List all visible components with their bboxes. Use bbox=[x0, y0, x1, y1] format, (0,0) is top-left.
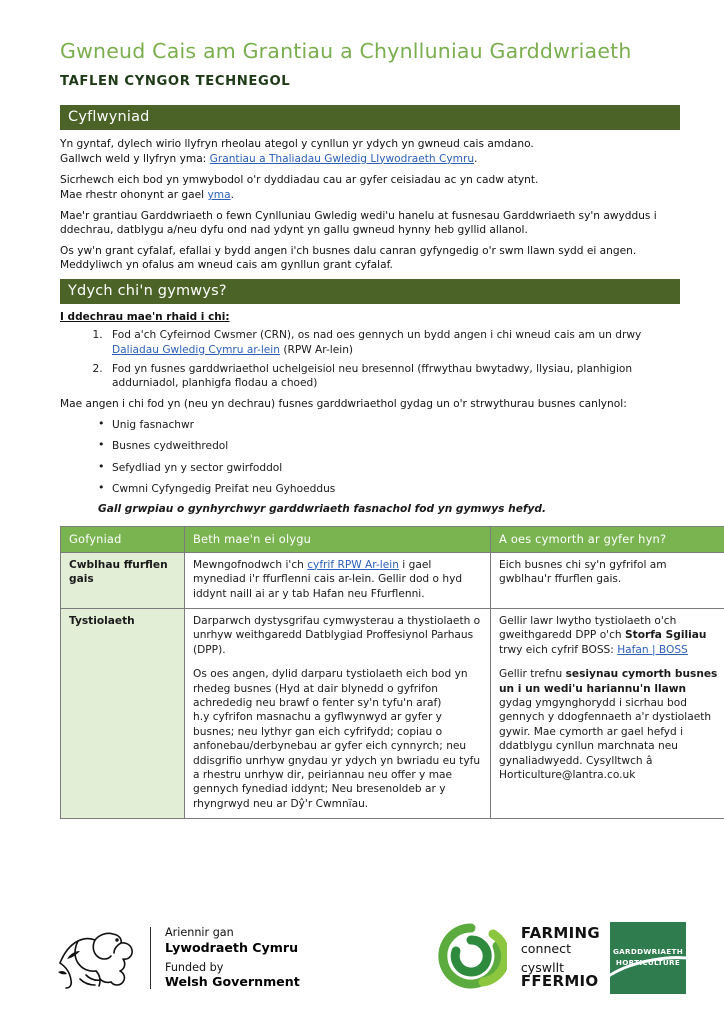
intro-line-4 bbox=[60, 188, 680, 202]
section-heading-cyflwyniad: Cyflwyniad bbox=[60, 105, 680, 130]
cell-help-row-2-p1-mid: trwy eich cyfrif BOSS: bbox=[499, 643, 614, 656]
fc-line-connect: connect bbox=[520, 940, 572, 956]
list-item: • Sefydliad yn y sector gwirfoddol bbox=[112, 461, 680, 475]
cell-meaning-row-1-pre: Mewngofnodwch i'ch bbox=[193, 558, 304, 571]
fc-line-farming: FARMING bbox=[520, 924, 600, 943]
wg-line-ariennir-gan: Ariennir gan bbox=[165, 926, 234, 940]
hort-line-garddwriaeth: GARDDWRIAETH bbox=[612, 947, 684, 957]
link-hafan-boss[interactable]: Hafan | BOSS bbox=[617, 643, 688, 656]
link-cyfrif-rpw-ar-lein[interactable]: cyfrif RPW Ar-lein bbox=[307, 558, 399, 571]
horticulture-badge-logo bbox=[610, 922, 686, 994]
intro-line-2-prefix: Gallwch weld y llyfryn yma: bbox=[60, 152, 207, 165]
cell-meaning-row-2 bbox=[185, 609, 491, 819]
cell-meaning-row-1-post: i gael mynediad i'r ffurflenni cais ar-lein. Gellir dod o hyd iddynt naill ai ar y tab Hafan neu Ffurflenni. bbox=[193, 558, 463, 600]
list-item: • Busnes cydweithredol bbox=[112, 439, 680, 453]
cell-help-row-2-sesiynau-cymorth: sesiynau cymorth busnes un i un wedi'u hariannu'n llawn bbox=[499, 668, 718, 695]
table-header-row bbox=[61, 526, 724, 552]
page-title: Gwneud Cais am Grantiau a Chynlluniau Garddwriaeth bbox=[60, 39, 632, 63]
eligibility-item-1-text: Fod a'ch Cyfeirnod Cwsmer (CRN), os nad oes gennych un bydd angen i chi wneud cais am un drwy bbox=[112, 329, 642, 342]
table-row bbox=[61, 552, 724, 608]
table-row bbox=[61, 609, 724, 819]
page-footer bbox=[0, 910, 724, 1006]
wg-line-funded-by: Funded by bbox=[165, 960, 224, 974]
table-header-gofyniad: Gofyniad bbox=[61, 526, 185, 552]
link-grantiau-taliadau[interactable]: Grantiau a Thaliadau Gwledig Llywodraeth Cymru bbox=[209, 152, 475, 165]
cell-help-row-1: Eich busnes chi sy'n gyfrifol am gwblhau'r ffurflen gais. bbox=[491, 552, 724, 608]
cell-help-row-2-p2 bbox=[499, 667, 720, 782]
cell-help-row-2 bbox=[491, 609, 724, 819]
welsh-government-logo-group bbox=[56, 923, 300, 993]
list-item bbox=[106, 328, 680, 356]
table-header-beth-maen-ei-olygu: Beth mae'n ei olygu bbox=[185, 526, 491, 552]
welsh-government-wordmark bbox=[165, 926, 300, 989]
logo-divider bbox=[150, 927, 151, 989]
cell-help-row-2-p2-pre: Gellir trefnu bbox=[499, 668, 563, 681]
fc-line-cyswllt: cyswllt bbox=[520, 960, 565, 975]
eligibility-item-2-text: Fod yn fusnes garddwriaethol uchelgeisiol neu bresennol (ffrwythau bwytadwy, llysiau, planhigion addurniadol, planhigfa flodau a choed) bbox=[112, 362, 633, 389]
list-item: • Cwmni Cyfyngedig Preifat neu Gyhoeddus bbox=[112, 482, 680, 496]
intro-line-3: Sicrhewch eich bod yn ymwybodol o'r dyddiadau cau ar gyfer ceisiadau ac yn cadw atynt. bbox=[60, 173, 539, 186]
link-daliadau-gwledig-cymru[interactable]: Daliadau Gwledig Cymru ar-lein bbox=[112, 343, 280, 356]
table-header-a-oes-cymorth: A oes cymorth ar gyfer hyn? bbox=[491, 526, 724, 552]
intro-paragraph-3: Os yw'n grant cyfalaf, efallai y bydd angen i'ch busnes dalu canran gyfyngedig o'r swm llawn sydd ei angen. Meddyliwch yn ofalus am wneud cais am gynllun grant cyfalaf. bbox=[60, 245, 637, 272]
intro-paragraph-2: Mae'r grantiau Garddwriaeth o fewn Cynlluniau Gwledig wedi'u hanelu at fusnesau Garddwriaeth sy'n awyddus i ddechrau, datblygu a/neu dyfu ond nad ydynt yn gallu gwneud hynny heb gyllid allanol. bbox=[60, 210, 657, 237]
eligibility-item-1-suffix: (RPW Ar-lein) bbox=[283, 343, 354, 356]
farming-connect-swirl-icon bbox=[435, 920, 507, 996]
eligibility-structures-intro: Mae angen i chi fod yn (neu yn dechrau) fusnes garddwriaethol gydag un o'r strwythurau busnes canlynol: bbox=[60, 398, 627, 411]
hort-line-horticulture: HORTICULTURE bbox=[615, 958, 681, 967]
list-item: • Unig fasnachwr bbox=[112, 418, 680, 432]
wg-line-lywodraeth-cymru: Lywodraeth Cymru bbox=[165, 940, 299, 956]
intro-line-1: Yn gyntaf, dylech wirio llyfryn rheolau ategol y cynllun yr ydych yn gwneud cais amdano. bbox=[60, 137, 534, 150]
welsh-dragon-icon bbox=[56, 923, 142, 993]
section-heading-ydych-chin-gymwys: Ydych chi'n gymwys? bbox=[60, 279, 680, 304]
requirements-table bbox=[60, 526, 724, 820]
page-subtitle: TAFLEN CYNGOR TECHNEGOL bbox=[60, 73, 291, 89]
cell-help-row-2-p2-post: gydag ymgynghorydd i sicrhau bod gennych y ddogfennaeth a'r dystiolaeth gywir. Mae cymorth ar gael hefyd i ddatblygu cynllun marchnata neu gynaliadwyedd. Cysylltwch â Horticulture@lantra.co.uk bbox=[499, 697, 712, 782]
intro-line-4-suffix: . bbox=[230, 188, 234, 201]
business-structures-list bbox=[60, 418, 680, 496]
intro-line-4-prefix: Mae rhestr ohonynt ar gael bbox=[60, 188, 205, 201]
fc-line-ffermio: FFERMIO bbox=[520, 972, 599, 991]
eligibility-numbered-list bbox=[60, 328, 680, 390]
cell-help-row-2-p1-pre: Gellir lawr lwytho tystiolaeth o'ch gweithgaredd DPP o'ch bbox=[499, 615, 677, 642]
cell-meaning-row-2-p2: Os oes angen, dylid darparu tystiolaeth eich bod yn rhedeg busnes (Hyd at dair blynedd o gyfrifon achrededig neu brawf o fenter sy'n tyfu'n araf) bbox=[193, 668, 468, 710]
cell-requirement-cwblhau-ffurflen-gais: Cwblhau ffurflen gais bbox=[61, 552, 185, 608]
cell-meaning-row-2-p1: Darparwch dystysgrifau cymwysterau a thystiolaeth o unrhyw weithgaredd Datblygiad Proffesiynol Parhaus (DPP). bbox=[193, 615, 481, 656]
list-item bbox=[106, 362, 680, 390]
link-yma[interactable]: yma bbox=[207, 188, 231, 201]
partner-logo-group bbox=[435, 920, 686, 996]
business-structures-note: Gall grwpiau o gynhyrchwyr garddwriaeth fasnachol fod yn gymwys hefyd. bbox=[98, 503, 546, 516]
cell-meaning-row-2-p3: h.y cyfrifon masnachu a gyflwynwyd ar gyfer y busnes; neu lythyr gan eich cyfrifydd; copiau o anfonebau/derbynebau ar gyfer eich cynnyrch; neu ddisgrifio unrhyw gnydau yr ydych yn bwriadu eu tyfu a rhestru unrhyw dir, peiriannau neu offer y mae gennych fynediad iddynt; Neu bresenoldeb ar y rhyngrwyd neu ar Dŷ'r Cwmnïau. bbox=[193, 711, 481, 810]
cell-requirement-tystiolaeth: Tystiolaeth bbox=[61, 609, 185, 819]
intro-line-2-suffix: . bbox=[474, 152, 478, 165]
intro-line-2 bbox=[60, 152, 680, 166]
farming-connect-wordmark bbox=[521, 926, 600, 990]
wg-line-welsh-government: Welsh Government bbox=[165, 974, 300, 990]
cell-help-row-2-storfa-sgiliau: Storfa Sgiliau bbox=[625, 629, 707, 642]
eligibility-lead: I ddechrau mae'n rhaid i chi: bbox=[60, 311, 230, 324]
cell-help-row-2-p1 bbox=[499, 614, 720, 657]
cell-meaning-row-1 bbox=[185, 552, 491, 608]
